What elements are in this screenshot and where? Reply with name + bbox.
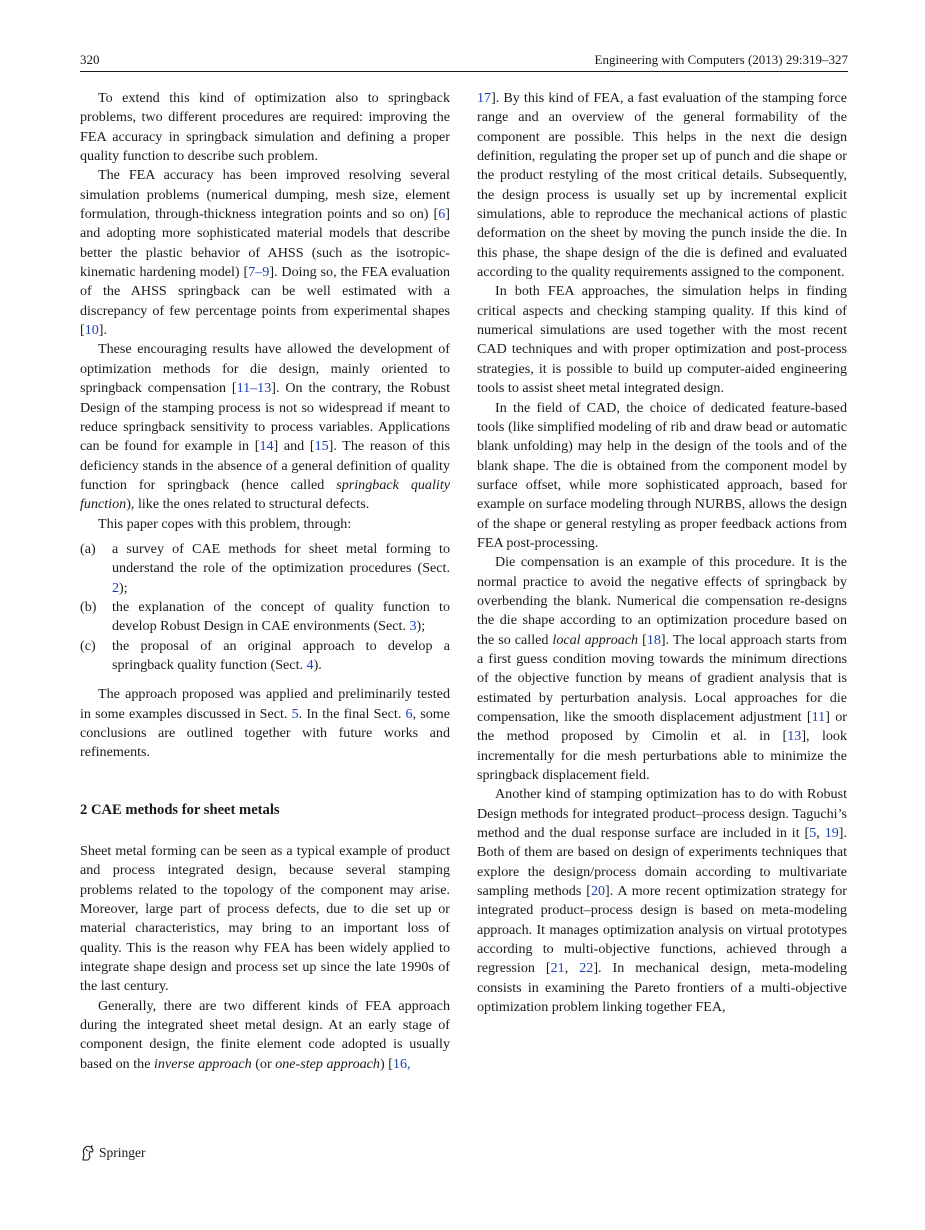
- paragraph: The FEA accuracy has been improved resolving several simulation problems (numerical dumping, mesh size, element formulation, through-thickness integration points and so on) [6] and adopting more sophisticated material models that describe better the plastic behavior of AHSS (such as the isotropic-kinematic hardening model) [7–9]. Doing so, the FEA evaluation of the AHSS springback can be well estimated with a discrepancy of few percentage points from experimental shapes [10].: [80, 167, 451, 339]
- citation-link[interactable]: 7–9: [248, 264, 270, 281]
- paragraph: This paper copes with this problem, through:: [98, 515, 352, 532]
- header-rule: [80, 71, 848, 72]
- citation-link[interactable]: 21: [550, 960, 565, 977]
- springer-horse-icon: [80, 1145, 95, 1161]
- paragraph: Sheet metal forming can be seen as a typical example of product and process integrated design, because several stamping problems related to the topology of the component may arise. Moreover, large part of process defects, due to die set up or material characteristics, may bring to an important loss of quality. This is the reason why FEA has been widely applied to integrate shape design and process set up since the late 1990s of the last century.: [80, 843, 450, 995]
- citation-link[interactable]: 20: [590, 883, 606, 900]
- paragraph: 17]. By this kind of FEA, a fast evaluation of the stamping force range and an overview of the general formability of the component are possible. This helps in the next die design definition, regulating the proper set up of punch and die shape or the product restyling of the most critical details. Subsequently, the design process is usually set up by incremental explicit simulations, able to reproduce the mechanical actions of plastic deformation on the sheet by moving the punch inside the die. In this phase, the shape design of the die is defined and evaluated according to the quality requirements assigned to the component.: [477, 90, 847, 281]
- journal-citation: Engineering with Computers (2013) 29:319–327: [594, 52, 848, 67]
- citation-link[interactable]: 11–13: [236, 380, 272, 397]
- citation-link[interactable]: 13: [787, 728, 802, 745]
- citation-link[interactable]: 22: [579, 960, 594, 977]
- paragraph: Generally, there are two different kinds of FEA approach during the integrated sheet metal design. At an early stage of component design, the finite element code adopted is usually based on the inverse approach (or one-step approach) [16,: [80, 997, 450, 1072]
- section-heading: 2 CAE methods for sheet metals: [80, 801, 280, 818]
- citation-link[interactable]: 19: [824, 825, 839, 842]
- citation-link[interactable]: 5: [809, 825, 817, 842]
- list-item: (b) the explanation of the concept of quality function to develop Robust Design in CAE environments (Sect. 3);: [80, 598, 450, 635]
- citation-link[interactable]: 11: [811, 709, 826, 725]
- citation-link[interactable]: 18: [646, 631, 661, 648]
- page-footer: [80, 1145, 146, 1161]
- section-link[interactable]: 5: [291, 705, 299, 722]
- contribution-list: [80, 540, 450, 675]
- citation-link[interactable]: 17: [477, 90, 492, 106]
- citation-link[interactable]: 15: [314, 438, 329, 455]
- left-column: [80, 89, 450, 1074]
- page-number: 320: [80, 52, 100, 67]
- citation-link[interactable]: 6: [438, 206, 446, 223]
- page-header: [80, 52, 848, 70]
- paragraph: Die compensation is an example of this procedure. It is the normal practice to avoid the negative effects of springback by overbending the blank. Numerical die compensation re-designs the die shape according to an optimization procedure based on the so called local approach [18]. The local approach starts from a first guess condition moving towards the minimum directions of the objective function by means of gradient analysis that is estimated by perturbation analysis. Local approaches for die compensation, like the smooth displacement adjustment [11] or the method proposed by Cimolin et al. in [13], look incrementally for die mesh perturbations able to minimize the springback displacement field.: [477, 554, 848, 784]
- paragraph: Another kind of stamping optimization has to do with Robust Design methods for integrated product–process design. Taguchi’s method and the dual response surface are included in it [5, 19]. Both of them are based on design of experiments techniques that explore the design/process domain according to multivariate sampling methods [20]. A more recent optimization strategy for integrated product–process design is based on meta-modeling approach. It manages optimization analysis on virtual prototypes according to multi-objective functions, achieved through a regression [21, 22]. In mechanical design, meta-modeling consists in examining the Pareto frontiers of a multi-objective optimization problem linking together FEA,: [477, 786, 848, 1016]
- section-link[interactable]: 6: [405, 705, 413, 722]
- list-item: (a) a survey of CAE methods for sheet metal forming to understand the role of the optimization procedures (Sect. 2);: [80, 540, 450, 596]
- section-link[interactable]: 3: [409, 618, 417, 635]
- citation-link[interactable]: 16,: [392, 1055, 411, 1072]
- publisher-name: Springer: [99, 1145, 146, 1160]
- paragraph: To extend this kind of optimization also to springback problems, two different procedures are required: improving the FEA accuracy in springback simulation and defining a proper quality function to describe such problem.: [80, 90, 450, 165]
- section-link[interactable]: 2: [112, 579, 120, 596]
- paragraph: These encouraging results have allowed the development of optimization methods for die design, mainly oriented to springback compensation [11–13]. On the contrary, the Robust Design of the stamping process is not so widespread if meant to reduce springback sensitivity to process variables. Applications can be found for example in [14] and [15]. The reason of this deficiency stands in the absence of a general definition of quality function for springback (hence called springback quality function), like the ones related to structural defects.: [80, 341, 451, 513]
- paragraph: In both FEA approaches, the simulation helps in finding critical aspects and checking stamping quality. If this kind of numerical simulations are used together with the most recent CAD techniques and with proper optimization and post-process strategies, it is possible to build up computer-aided engineering tools to assist sheet metal integrated design.: [477, 283, 847, 397]
- list-item: (c) the proposal of an original approach to develop a springback quality function (Sect. 4).: [80, 637, 450, 673]
- section-link[interactable]: 4: [306, 656, 314, 673]
- citation-link[interactable]: 10: [84, 322, 99, 339]
- paragraph: In the field of CAD, the choice of dedicated feature-based tools (like simplified modeling of rib and draw bead or automatic blank unfolding) may help in the design of the tools and of the blank shape. The die is obtained from the component model by surface offset, while more sophisticated approach, based for example on surface modeling through NURBS, allows the design of the shape or general restyling as proper feedback actions from FEA post-processing.: [477, 399, 847, 551]
- citation-link[interactable]: 14: [259, 438, 274, 455]
- right-column: [477, 89, 847, 1018]
- paragraph: The approach proposed was applied and preliminarily tested in some examples discussed in Sect. 5. In the final Sect. 6, some conclusions are outlined together with future works and refinements.: [80, 686, 451, 761]
